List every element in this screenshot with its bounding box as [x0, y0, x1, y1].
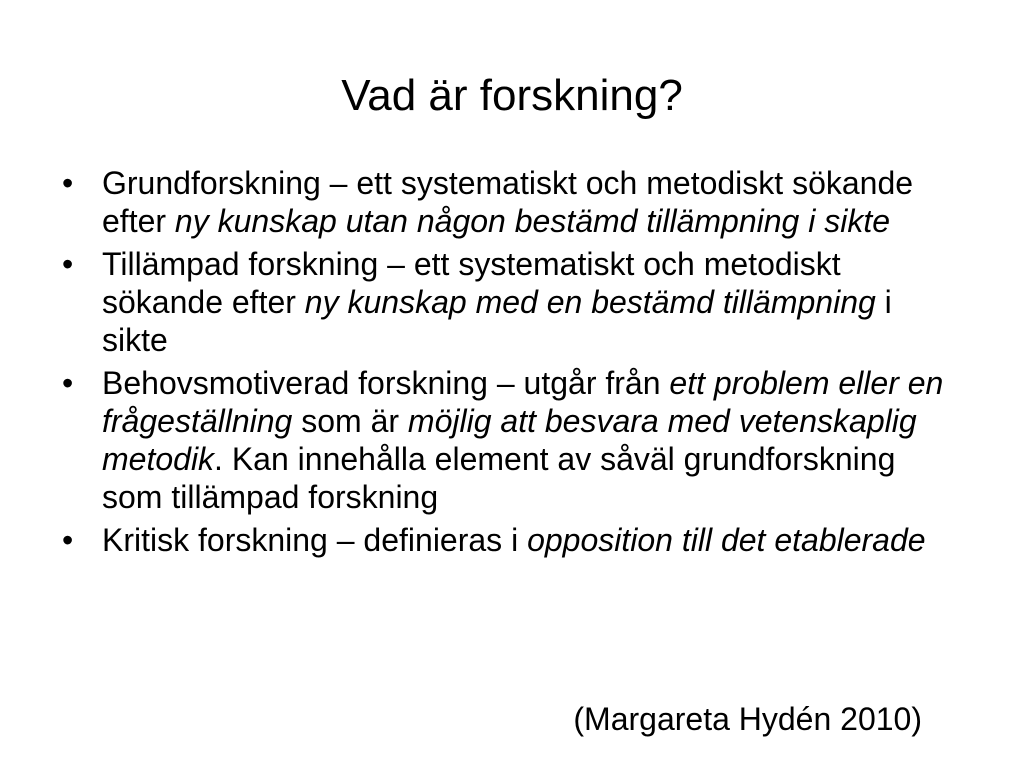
bullet-text: Tillämpad forskning – ett systematiskt och metodiskt sökande efter [102, 246, 841, 320]
bullet-emphasis: ny kunskap utan någon bestämd tillämpning i sikte [174, 203, 891, 239]
bullet-text: som är [292, 403, 408, 439]
bullet-emphasis: opposition till det etablerade [527, 522, 926, 558]
bullet-item-kritisk-forskning [62, 521, 962, 559]
bullet-text: . Kan innehålla element av såväl grundforskning som tillämpad forskning [102, 441, 896, 515]
bullet-emphasis: ny kunskap med en bestämd tillämpning [304, 284, 876, 320]
bullet-icon: • [62, 165, 74, 201]
bullet-item-grundforskning [62, 164, 962, 240]
bullet-emphasis: ett problem eller en frågeställning [102, 365, 944, 439]
bullet-icon: • [62, 522, 74, 558]
bullet-icon: • [62, 246, 74, 282]
citation: (Margareta Hydén 2010) [573, 701, 922, 737]
bullet-text: Kritisk forskning – definieras i [102, 522, 528, 558]
bullet-emphasis: möjlig att besvara med vetenskaplig metodik [102, 403, 917, 477]
bullet-icon: • [62, 365, 74, 401]
bullet-list [62, 164, 962, 564]
bullet-item-behovsmotiverad-forskning [62, 364, 962, 516]
slide-title: Vad är forskning? [341, 71, 683, 120]
bullet-text: Grundforskning – ett systematiskt och metodiskt sökande efter [102, 165, 914, 239]
bullet-item-tillampad-forskning [62, 245, 962, 359]
bullet-text: Behovsmotiverad forskning – utgår från [102, 365, 670, 401]
bullet-text: i sikte [102, 284, 892, 358]
